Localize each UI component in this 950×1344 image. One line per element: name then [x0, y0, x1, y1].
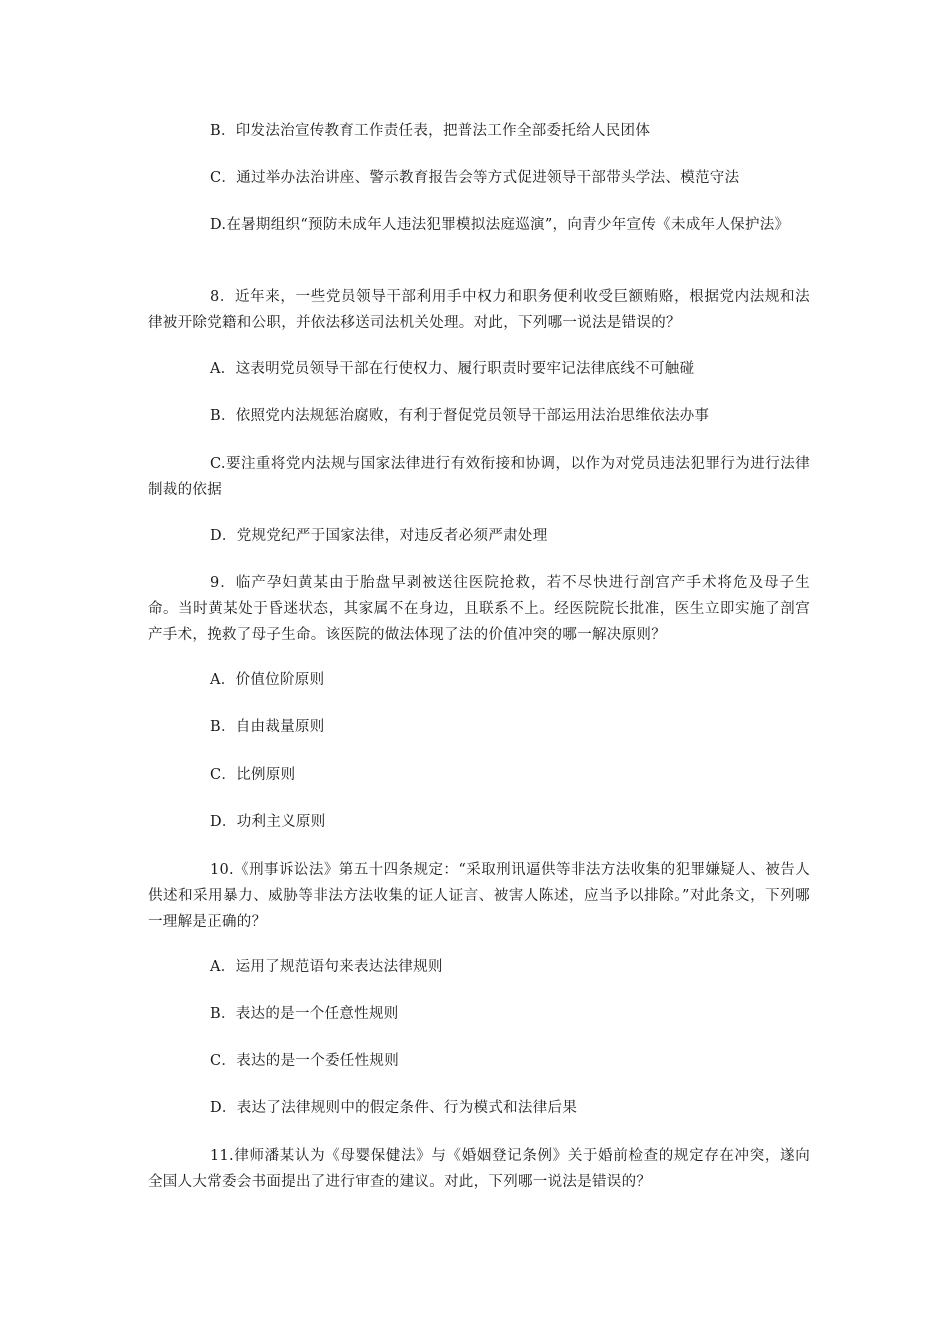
- q11-stem: 11.律师潘某认为《母婴保健法》与《婚姻登记条例》关于婚前检查的规定存在冲突，遂向全国人大常委会书面提出了进行审查的建议。对此，下列哪一说法是错误的？: [148, 1148, 810, 1190]
- q8-option-c: C.要注重将党内法规与国家法律进行有效衔接和协调，以作为对党员违法犯罪行为进行法律制裁的依据: [148, 456, 810, 498]
- q10-option-d: D．表达了法律规则中的假定条件、行为模式和法律后果: [210, 1100, 578, 1116]
- q10-option-a: A．运用了规范语句来表达法律规则: [210, 959, 443, 975]
- q7-option-c: C．通过举办法治讲座、警示教育报告会等方式促进领导干部带头学法、模范守法: [210, 170, 740, 186]
- q10-option-c: C．表达的是一个委任性规则: [210, 1053, 399, 1069]
- q7-option-b: B．印发法治宣传教育工作责任表，把普法工作全部委托给人民团体: [210, 123, 651, 139]
- q8-option-d: D．党规党纪严于国家法律，对违反者必须严肃处理: [210, 528, 548, 544]
- q8-option-b: B．依照党内法规惩治腐败，有利于督促党员领导干部运用法治思维依法办事: [210, 408, 710, 424]
- q8-stem: 8．近年来，一些党员领导干部利用手中权力和职务便利收受巨额贿赂，根据党内法规和法律被开除党籍和公职，并依法移送司法机关处理。对此，下列哪一说法是错误的？: [148, 289, 810, 331]
- q9-option-d: D．功利主义原则: [210, 814, 326, 830]
- q10-stem: 10.《刑事诉讼法》第五十四条规定：“采取刑讯逼供等非法方法收集的犯罪嫌疑人、被告人供述和采用暴力、威胁等非法方法收集的证人证言、被害人陈述，应当予以排除。”对此条文，下列哪一理解是正确的？: [148, 862, 810, 930]
- q9-option-c: C．比例原则: [210, 767, 296, 783]
- q7-option-d: D.在暑期组织“预防未成年人违法犯罪模拟法庭巡演”，向青少年宣传《未成年人保护法》: [210, 217, 790, 233]
- q9-option-b: B．自由裁量原则: [210, 719, 325, 735]
- q10-option-b: B．表达的是一个任意性规则: [210, 1006, 399, 1022]
- q8-option-a: A．这表明党员领导干部在行使权力、履行职责时要牢记法律底线不可触碰: [210, 361, 695, 377]
- q9-stem: 9．临产孕妇黄某由于胎盘早剥被送往医院抢救，若不尽快进行剖宫产手术将危及母子生命。当时黄某处于昏迷状态，其家属不在身边，且联系不上。经医院院长批准，医生立即实施了剖宫产手术，挽救了母子生命。该医院的做法体现了法的价值冲突的哪一解决原则？: [148, 575, 810, 643]
- q9-option-a: A．价值位阶原则: [210, 672, 325, 688]
